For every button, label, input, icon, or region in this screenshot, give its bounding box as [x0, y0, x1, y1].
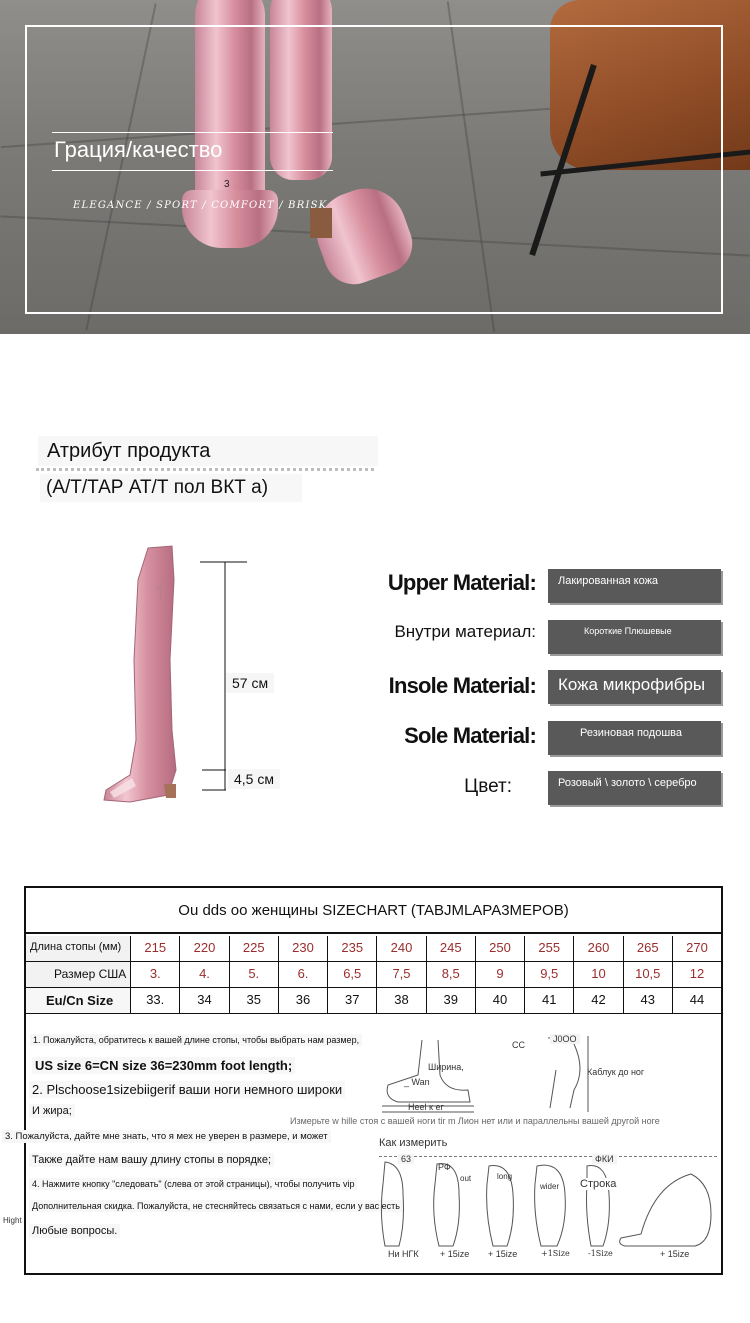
size-cell: 260: [573, 936, 623, 961]
size-cell: 3.: [130, 962, 180, 987]
note-us-size: US size 6=CN size 36=230mm foot length;: [32, 1057, 295, 1074]
wan-label: _ Wan: [404, 1077, 430, 1087]
size-cell: 38: [376, 988, 426, 1013]
size-cell: 10,5: [623, 962, 673, 987]
hero-mark: 3: [224, 179, 230, 190]
size-cell: 235: [327, 936, 377, 961]
foot-caption-6: + 15ize: [660, 1249, 690, 1259]
hero-rule-bottom: [52, 170, 333, 171]
measure-note: Измерьте w hille стоя с вашей ноги tir m Лион нет или и параллельны вашей другой ноге: [290, 1116, 660, 1126]
heel-height-label: 4,5 см: [228, 769, 280, 789]
size-cell: 6.: [278, 962, 328, 987]
size-cell: 220: [179, 936, 229, 961]
upper-material-label: Upper Material:: [387, 570, 536, 595]
size-cell: 225: [229, 936, 279, 961]
note-1: 1. Пожалуйста, обратитесь к вашей длине стопы, чтобы выбрать нам размер,: [30, 1034, 362, 1046]
size-cell: 9,5: [524, 962, 574, 987]
size-chart-title: Ou dds oo женщины SIZECHART (TABJMLAPA3MEPOB): [26, 888, 721, 934]
attributes-divider: [36, 468, 374, 471]
foot-caption-4: +1Size: [541, 1249, 570, 1258]
size-cell: 5.: [229, 962, 279, 987]
hight-label: Hight: [3, 1216, 22, 1225]
size-cell: 230: [278, 936, 328, 961]
cc-label: CC: [512, 1040, 525, 1050]
fki-label: ФКИ: [592, 1154, 617, 1164]
color-label: Цвет:: [464, 776, 512, 797]
how-to-measure: Как измерить: [379, 1137, 448, 1149]
size-cell: 270: [672, 936, 722, 961]
size-cell: 240: [376, 936, 426, 961]
size-row-foot-length: [26, 936, 721, 962]
lining-material-value: Короткие Плюшевые: [548, 620, 721, 654]
size-row-us: [26, 962, 721, 988]
note-discount: Дополнительная скидка. Пожалуйста, не стесняйтесь связаться с нами, если у вас есть: [29, 1200, 403, 1212]
upper-material-value: Лакированная кожа: [548, 569, 721, 603]
row-header: Длина стопы (мм): [26, 936, 130, 961]
size-cell: 12: [672, 962, 722, 987]
size-cell: 8,5: [426, 962, 476, 987]
wider-label: wider: [540, 1182, 560, 1191]
size-63-label: 63: [398, 1154, 414, 1164]
size-cell: 7,5: [376, 962, 426, 987]
note-3: 3. Пожалуйста, дайте мне знать, что я мех не уверен в размере, и может: [2, 1130, 331, 1143]
size-cell: 34: [179, 988, 229, 1013]
attributes-title: Атрибут продукта: [38, 436, 378, 466]
heel-to-toe-label: Каблук до ног: [587, 1067, 645, 1077]
hero-banner: [0, 0, 750, 334]
size-cell: 37: [327, 988, 377, 1013]
width-label: Ширина,: [428, 1062, 464, 1072]
size-cell: 250: [475, 936, 525, 961]
note-fat: И жира;: [29, 1104, 75, 1118]
row-header: Eu/Cn Size: [26, 988, 130, 1013]
note-2: 2. Plschoose1sizebiigerif ваши ноги немного широки: [29, 1081, 345, 1098]
size-cell: 39: [426, 988, 476, 1013]
lining-material-label: Внутри материал:: [394, 622, 536, 641]
shaft-height-label: 57 см: [226, 673, 274, 693]
size-cell: 215: [130, 936, 180, 961]
size-cell: 245: [426, 936, 476, 961]
sole-material-value: Резиновая подошва: [548, 721, 721, 755]
j000-label: J0OO: [550, 1034, 580, 1044]
size-row-eu: [26, 988, 721, 1014]
size-cell: 255: [524, 936, 574, 961]
row-header: Размер США: [26, 962, 130, 987]
long-label: long: [497, 1172, 513, 1181]
size-cell: 36: [278, 988, 328, 1013]
note-foot-length: Также дайте нам вашу длину стопы в порядке;: [29, 1153, 274, 1167]
hero-rule-top: [52, 132, 333, 133]
insole-material-value: Кожа микрофибры: [548, 670, 721, 704]
attributes-subtitle: (А/Т/ТАР АТ/Т пол ВКТ а): [40, 474, 302, 502]
foot-caption-5: -1Size: [588, 1249, 613, 1258]
foot-caption-1: Ни НГК: [388, 1249, 419, 1259]
size-cell: 9: [475, 962, 525, 987]
note-questions: Любые вопросы.: [29, 1224, 120, 1238]
foot-caption-3: + 15ize: [488, 1249, 518, 1259]
heel-label: Heel к ег: [408, 1102, 444, 1112]
hero-subtitle: ELEGANCE / SPORT / COMFORT / BRISK: [73, 200, 328, 211]
insole-material-label: Insole Material:: [388, 673, 536, 698]
size-cell: 33.: [130, 988, 180, 1013]
size-cell: 43: [623, 988, 673, 1013]
sole-material-label: Sole Material:: [404, 723, 536, 748]
size-cell: 6,5: [327, 962, 377, 987]
hero-title: Грация/качество: [54, 137, 223, 162]
color-value: Розовый \ золото \ серебро: [548, 771, 721, 805]
size-cell: 44: [672, 988, 722, 1013]
size-cell: 4.: [179, 962, 229, 987]
size-cell: 41: [524, 988, 574, 1013]
out-label: out: [460, 1174, 472, 1183]
rf-label: РФ: [438, 1162, 451, 1172]
size-cell: 42: [573, 988, 623, 1013]
size-cell: 35: [229, 988, 279, 1013]
size-cell: 40: [475, 988, 525, 1013]
foot-caption-2: + 15ize: [440, 1249, 470, 1259]
size-cell: 10: [573, 962, 623, 987]
size-cell: 265: [623, 936, 673, 961]
foot-shape-figures: [355, 1154, 715, 1259]
note-4: 4. Нажмите кнопку "следовать" (слева от этой страницы), чтобы получить vip: [29, 1178, 357, 1190]
stroka-label: Строка: [580, 1178, 617, 1190]
